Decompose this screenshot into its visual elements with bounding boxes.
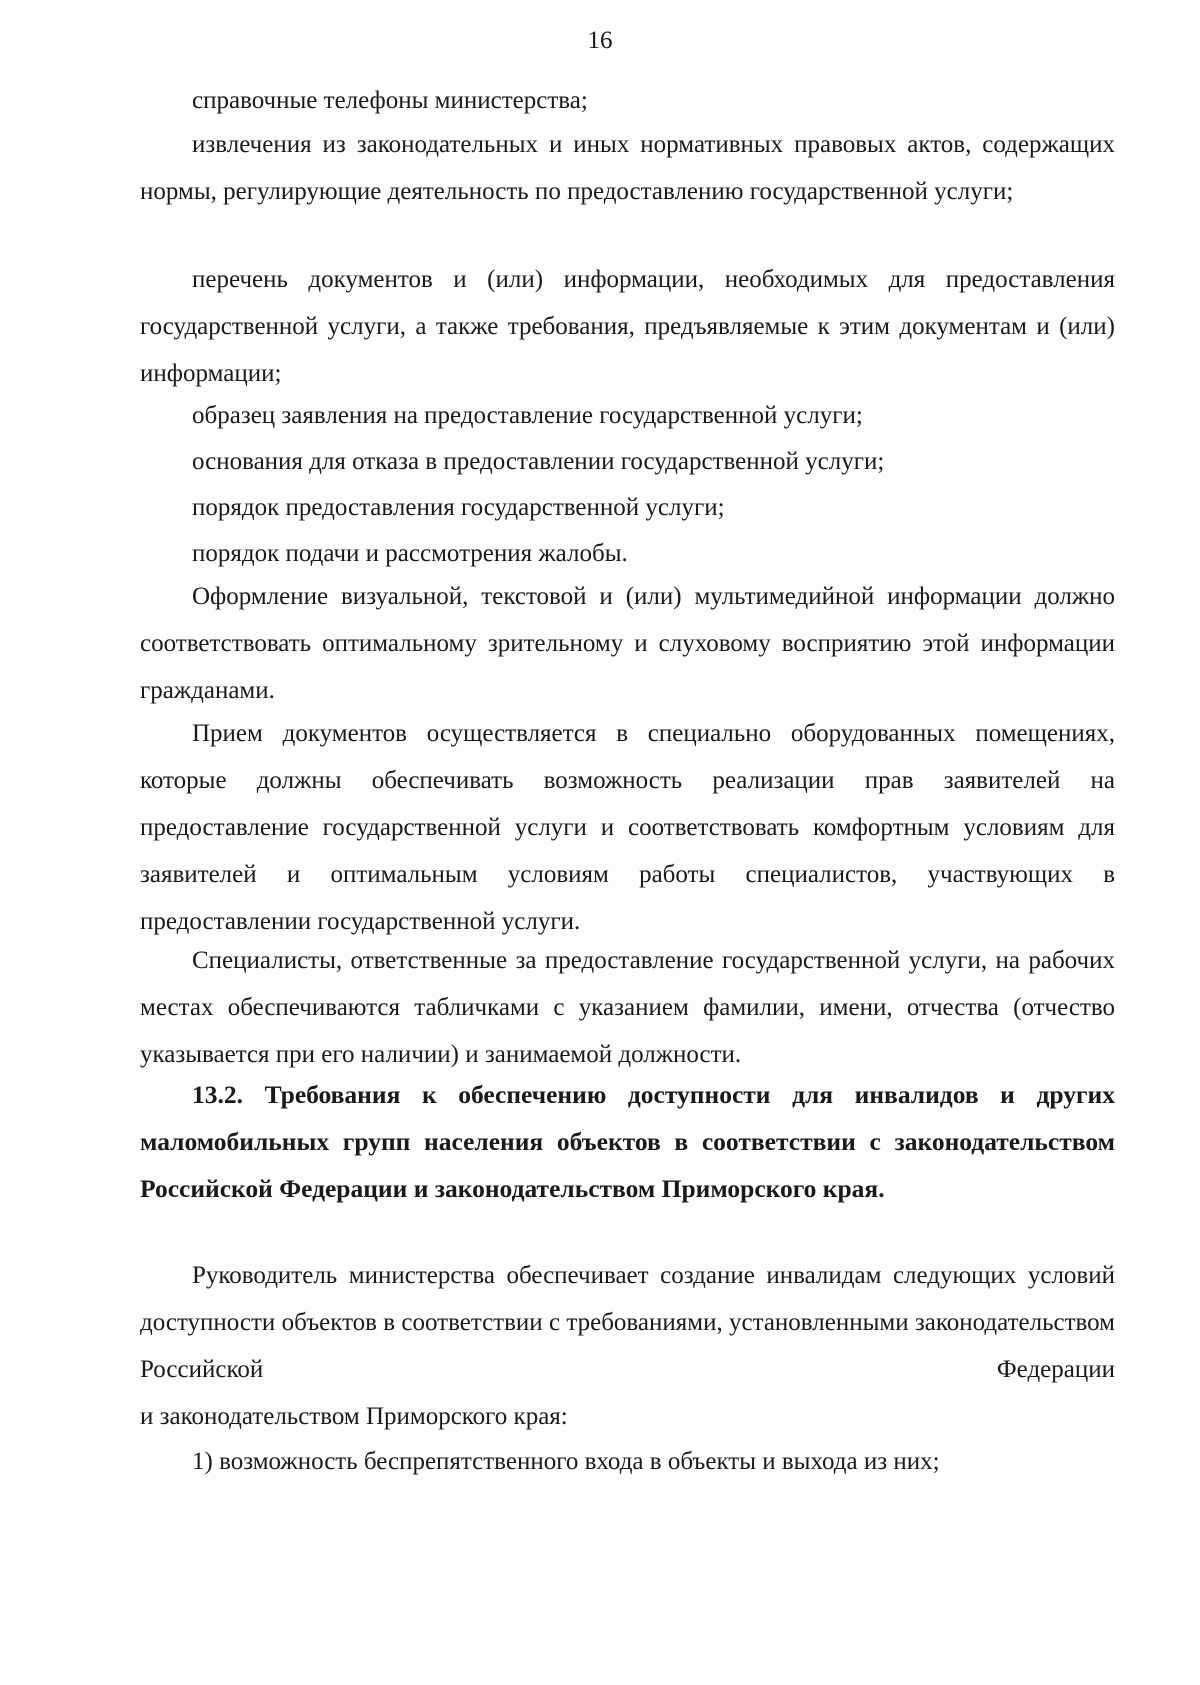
paragraph-information-design	[140, 573, 1115, 714]
paragraph-text: перечень документов и (или) информации, необходимых для предоставления государственной услуги, а также требования, предъявляемые к этим документам и (или) информации;	[140, 266, 1115, 387]
paragraph-text: извлечения из законодательных и иных нормативных правовых актов, содержащих нормы, регулирующие деятельность по предоставлению государственной услуги;	[140, 131, 1115, 205]
paragraph-accessibility-conditions-end	[140, 1393, 1115, 1440]
paragraph-complaint-procedure	[140, 530, 1115, 577]
paragraph-reference-phones	[140, 77, 1115, 124]
paragraph-text: образец заявления на предоставление государственной услуги;	[192, 402, 863, 429]
section-heading-13-2	[140, 1071, 1115, 1212]
paragraph-specialist-nameplates	[140, 937, 1115, 1078]
list-item-text: 1) возможность беспрепятственного входа в объекты и выхода из них;	[192, 1448, 940, 1475]
page-number: 16	[587, 27, 613, 54]
paragraph-text: Прием документов осуществляется в специально оборудованных помещениях, которые должны обеспечивать возможность реализации прав заявителей на предоставление государственной услуги и соответствовать комфортным условиям для заявителей и оптимальным условиям работы специалистов, участвующих в предоставлении государственной услуги.	[140, 720, 1115, 935]
paragraph-text: Руководитель министерства обеспечивает создание инвалидам следующих условий доступности объектов в соответствии с требованиями, установленными законодательством Российской Федерации	[140, 1262, 1115, 1383]
paragraph-refusal-grounds	[140, 438, 1115, 485]
paragraph-application-sample	[140, 392, 1115, 439]
paragraph-text: справочные телефоны министерства;	[192, 87, 588, 114]
paragraph-text: Специалисты, ответственные за предоставление государственной услуги, на рабочих местах обеспечиваются табличками с указанием фамилии, имени, отчества (отчество указывается при его наличии) и занимаемой должности.	[140, 947, 1115, 1068]
paragraph-legal-extracts	[140, 121, 1115, 215]
paragraph-text: порядок предоставления государственной услуги;	[192, 494, 725, 521]
paragraph-document-reception	[140, 710, 1115, 945]
paragraph-documents-list	[140, 256, 1115, 397]
paragraph-service-procedure	[140, 484, 1115, 531]
paragraph-accessibility-conditions	[140, 1252, 1115, 1393]
section-heading-text: 13.2. Требования к обеспечению доступности для инвалидов и других маломобильных групп населения объектов в соответствии с законодательством Российской Федерации и законодательством Приморского края.	[140, 1080, 1115, 1203]
list-item-1-unobstructed-entry	[140, 1438, 1115, 1485]
paragraph-text: и законодательством Приморского края:	[140, 1403, 568, 1430]
paragraph-text: основания для отказа в предоставлении государственной услуги;	[192, 448, 885, 475]
paragraph-text: порядок подачи и рассмотрения жалобы.	[192, 540, 628, 567]
paragraph-text: Оформление визуальной, текстовой и (или) мультимедийной информации должно соответствовать оптимальному зрительному и слуховому восприятию этой информации гражданами.	[140, 583, 1115, 704]
